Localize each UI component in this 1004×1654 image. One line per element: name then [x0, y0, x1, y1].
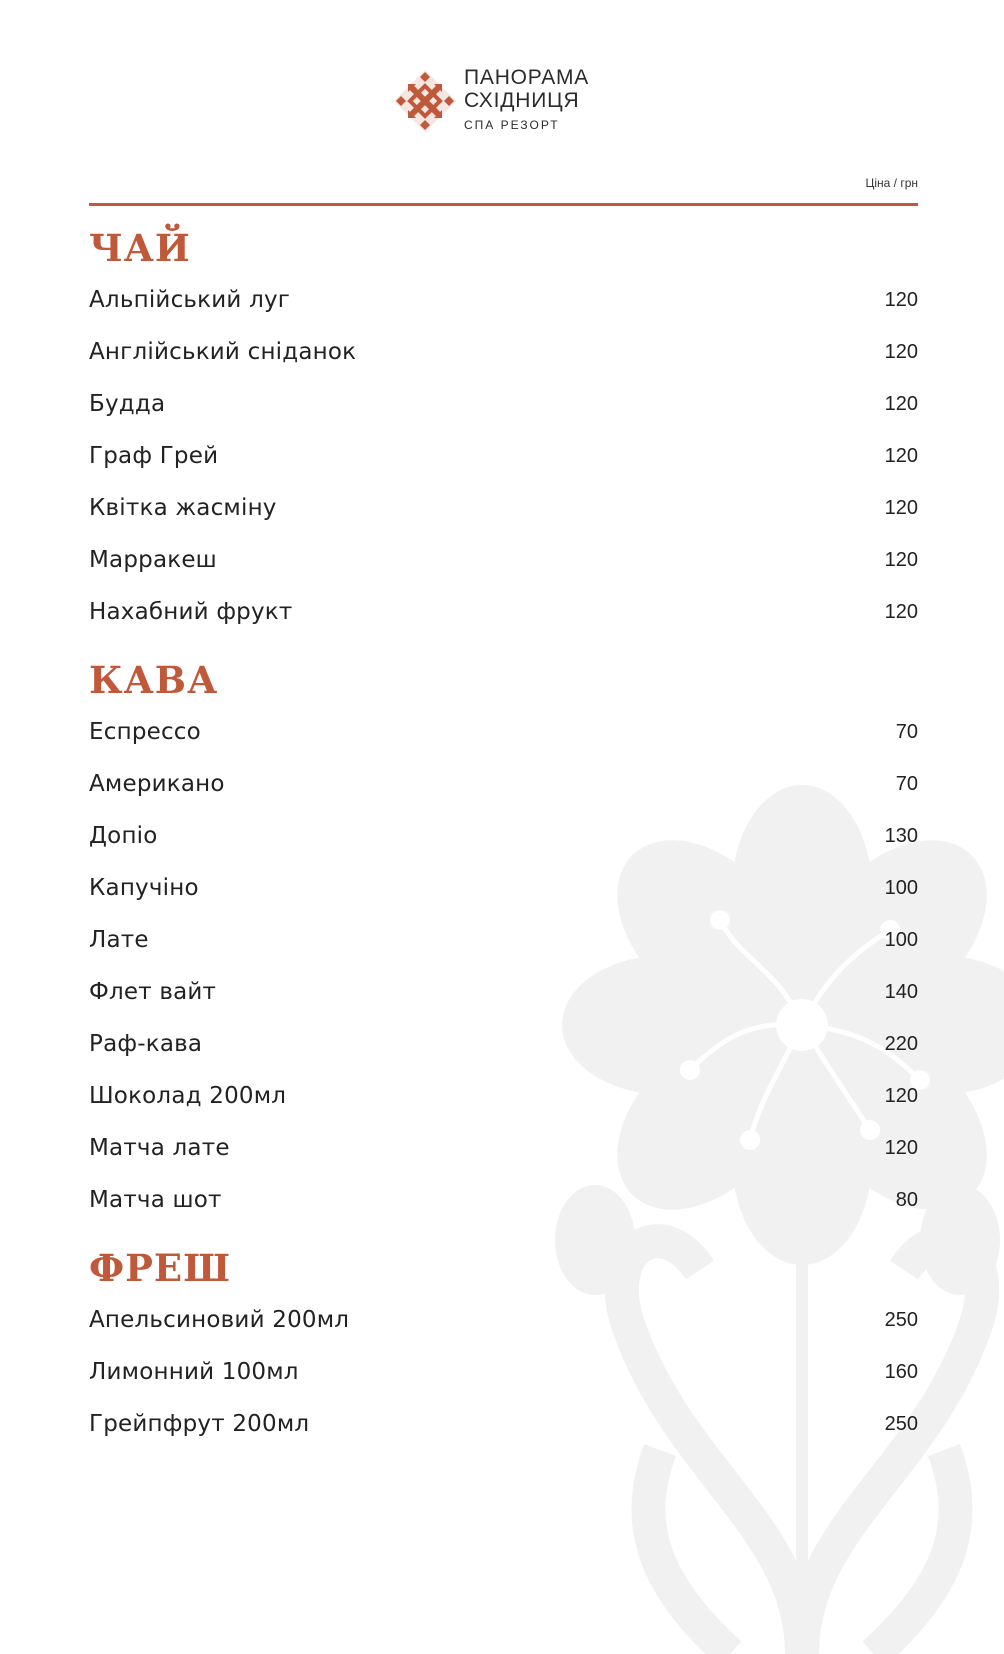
item-price: 120 — [884, 1136, 918, 1159]
item-name: Марракеш — [89, 547, 217, 573]
menu-content — [89, 226, 918, 1450]
brand-name-line1: ПАНОРАМА — [464, 66, 590, 89]
menu-item — [89, 482, 918, 534]
item-price: 120 — [884, 444, 918, 467]
price-column-header: Ціна / грн — [865, 176, 918, 190]
menu-item — [89, 326, 918, 378]
item-name: Еспрессо — [89, 719, 201, 745]
section-title: ФРЕШ — [89, 1246, 232, 1290]
item-name: Будда — [89, 391, 166, 417]
menu-item — [89, 810, 918, 862]
menu-item — [89, 1174, 918, 1226]
item-price: 250 — [884, 1412, 918, 1435]
item-price: 120 — [884, 600, 918, 623]
item-name: Допіо — [89, 823, 158, 849]
menu-item — [89, 1018, 918, 1070]
menu-item — [89, 378, 918, 430]
item-price: 80 — [895, 1188, 918, 1211]
item-name: Матча шот — [89, 1187, 222, 1213]
item-name: Лимонний 100мл — [89, 1359, 299, 1385]
item-name: Квітка жасміну — [89, 495, 277, 521]
section-title: ЧАЙ — [89, 226, 191, 270]
item-price: 220 — [884, 1032, 918, 1055]
menu-item — [89, 1294, 918, 1346]
item-name: Матча лате — [89, 1135, 230, 1161]
menu-item — [89, 862, 918, 914]
item-price: 120 — [884, 340, 918, 363]
item-price: 70 — [895, 720, 918, 743]
menu-item — [89, 274, 918, 326]
item-name: Флет вайт — [89, 979, 217, 1005]
item-name: Лате — [89, 927, 149, 953]
item-name: Апельсиновий 200мл — [89, 1307, 350, 1333]
menu-item — [89, 430, 918, 482]
item-price: 120 — [884, 392, 918, 415]
menu-item — [89, 966, 918, 1018]
menu-section-coffee — [89, 658, 918, 1226]
menu-item — [89, 1122, 918, 1174]
brand-tagline: СПА РЕЗОРТ — [464, 118, 560, 132]
menu-item — [89, 1346, 918, 1398]
item-price: 250 — [884, 1308, 918, 1331]
item-price: 100 — [884, 876, 918, 899]
item-price: 160 — [884, 1360, 918, 1383]
item-name: Капучіно — [89, 875, 199, 901]
item-name: Грейпфрут 200мл — [89, 1411, 310, 1437]
item-name: Раф-кава — [89, 1031, 203, 1057]
item-price: 120 — [884, 288, 918, 311]
item-name: Альпійський луг — [89, 287, 291, 313]
header-divider — [89, 203, 918, 206]
menu-item — [89, 534, 918, 586]
item-price: 130 — [884, 824, 918, 847]
item-name: Американо — [89, 771, 225, 797]
section-title: КАВА — [89, 658, 219, 702]
item-name: Нахабний фрукт — [89, 599, 293, 625]
menu-item — [89, 758, 918, 810]
menu-item — [89, 1398, 918, 1450]
item-price: 120 — [884, 496, 918, 519]
item-price: 140 — [884, 980, 918, 1003]
item-price: 100 — [884, 928, 918, 951]
menu-item — [89, 914, 918, 966]
brand-name-line2: СХІДНИЦЯ — [464, 89, 580, 112]
item-price: 120 — [884, 548, 918, 571]
item-name: Шоколад 200мл — [89, 1083, 287, 1109]
item-name: Граф Грей — [89, 443, 219, 469]
ornament-logo-icon — [392, 68, 458, 134]
item-name: Англійський сніданок — [89, 339, 357, 365]
menu-section-fresh — [89, 1246, 918, 1450]
menu-item — [89, 1070, 918, 1122]
menu-item — [89, 586, 918, 638]
menu-item — [89, 706, 918, 758]
item-price: 120 — [884, 1084, 918, 1107]
brand-logo — [392, 66, 589, 134]
item-price: 70 — [895, 772, 918, 795]
menu-section-tea — [89, 226, 918, 638]
